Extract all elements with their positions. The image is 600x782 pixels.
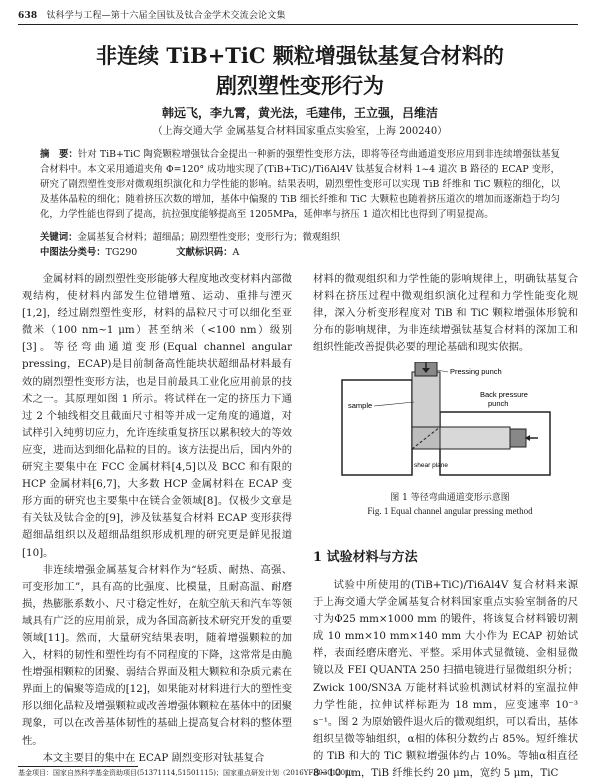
- running-header: [18, 8, 578, 21]
- page-number: 638: [18, 11, 38, 21]
- figure-caption-cn: 图 1 等径弯曲通道变形示意图: [390, 493, 510, 503]
- sample-horizontal: [440, 427, 510, 449]
- title-line-1: 非连续 TiB+TiC 颗粒增强钛基复合材料的: [96, 43, 504, 68]
- back-pressure-punch: [510, 429, 526, 447]
- label-back-pressure: Back pressure: [480, 390, 528, 399]
- authors: 韩远飞，李九霄，黄光法，毛建伟，王立强，吕维洁: [161, 106, 438, 120]
- paragraph: 试验中所使用的(TiB+TiC)/Ti6Al4V 复合材料来源于上海交通大学金属基复合材料国家重点实验室制备的尺寸为Φ25 mm×1000 mm 的锻件，将该复合材料锻切割成 10 mm×10 mm×140 mm 大小作为 ECAP 初始试样，表面经磨床磨光、平整。采用体式显微镜、金相显微镜以及 FEI QUANTA 250 扫描电镜进行显微组织分析；Zwick 100/SN3A 万能材料试验机测试材料的室温拉伸力学性能，拉伸试样标距为 18 mm，应变速率 10⁻³ s⁻¹。图 2 为原始锻件退火后的微观组织，可以看出，基体组织呈微等轴组织，α相的体积分数约占 85%。短纤维状的 TiB 和大的 TiC 颗粒增强体约占 10%。等轴α相直径 8~10 μm，TiB 纤维长约 20 μm，宽约 5 μm，TiC: [313, 579, 578, 780]
- footnote: 基金项目：国家自然科学基金资助项目(51371114,51501115)；国家重点研发计划（2016YFB0301201）: [18, 769, 357, 777]
- keywords-label: 关键词：: [40, 232, 78, 243]
- paragraph: 材料的微观组织和力学性能的影响规律上，明确钛基复合材料在挤压过程中微观组织演化过程和力学性能变化规律，深入分析变形程度对 TiB 和 TiC 颗粒增强体形貌和分布的影响规律，为非连续增强钛基复合材料的深加工和组织性能改善提供必要的理论基础和现实依据。: [313, 273, 578, 354]
- paragraph: 金属材料的剧烈塑性变形能够大程度地改变材料内部微观结构，使材料内部发生位错增殖、运动、重排与湮灭[1,2]，经过剧烈塑性变形，材料的晶粒尺寸可以细化至亚微米（100 nm~1 μm）甚至纳米（<100 nm）级别[3]。等径弯曲通道变形(Equal channel angular pressing，ECAP)是目前制备高性能块状超细晶材料最有效的剧烈塑性变形方法，也是目前最具工业化应用前景的技术之一。其原理如图 1 所示。将试样在一定的挤压力下通过 2 个轴线相交且截面尺寸相等并成一定角度的通道，对试样引入纯剪切应力，允许连续重复挤压以累积较大的等效应变，进而达到细化晶粒的目的。该方法提出后，国内外的研究主要集中在 FCC 金属材料[4,5]以及 BCC 和有限的 HCP 金属材料[6,7]，大多数 HCP 金属材料在 ECAP 变形方面的研究也主要集中在镁合金领域[8]。仅极少文章是有关钛及钛合金的[9]，涉及钛基复合材料 ECAP 变形获得超细晶组织以及超细晶组织形成机理的研究更是鲜见报道[10]。: [22, 273, 292, 559]
- footnote-rule: [18, 766, 138, 767]
- ecap-diagram: [340, 362, 555, 482]
- right-column-top: [313, 271, 578, 356]
- keywords-text: 金属基复合材料；超细晶；剧烈塑性变形；变形行为；微观组织: [77, 232, 341, 243]
- label-shear-plane: shear plane: [414, 462, 448, 469]
- paragraph: 非连续增强金属基复合材料作为“轻质、耐热、高强、可变形加工”，具有高的比强度、比模量，且耐高温、耐磨损，热膨胀系数小、尺寸稳定性好，在航空航天和汽车等领域具有广泛的应用前景，成为各国高新技术研究开发的重要领域[11]。然而，大量研究结果表明，随着增强颗粒的加入，材料的韧性和塑性均有不同程度的下降，这常常是由脆性增强相颗粒的团聚、弱结合界面及粗大颗粒和杂质元素在界面上的偏聚等造成的[12]，如果能对材料进行大的塑性变形以细化晶粒及增强颗粒或改善增强体颗粒在基体中的团聚现象，可以在改善基体韧性的基础上提高复合材料的整体塑性。: [22, 563, 292, 747]
- doc-code-value: A: [232, 247, 240, 258]
- doc-code-label: 文献标识码：: [176, 247, 233, 258]
- abstract-label: 摘 要：: [40, 149, 78, 160]
- clc-value: TG290: [105, 247, 138, 258]
- journal-name: 钛科学与工程—第十六届全国钛及钛合金学术交流会论文集: [46, 11, 286, 21]
- die-left-block: [342, 380, 412, 475]
- clc-label: 中图法分类号：: [40, 247, 106, 258]
- sample-vertical: [412, 372, 440, 427]
- abstract: [40, 147, 560, 222]
- figure-caption-en: Fig. 1 Equal channel angular pressing method: [367, 506, 533, 516]
- classification: [40, 246, 560, 260]
- label-back-pressure-punch: punch: [488, 399, 509, 408]
- label-sample: sample: [348, 401, 373, 410]
- title-line-2: 剧烈塑性变形行为: [216, 73, 384, 98]
- label-pressing-punch: Pressing punch: [450, 367, 502, 376]
- abstract-text: 针对 TiB+TiC 陶瓷颗粒增强钛合金提出一种新的强塑性变形方法，即将等径弯曲通道变形应用到非连续增强钛基复合材料中。本文采用通道夹角 Φ=120° 成功地实现了(TiB+TiC)/Ti6Al4V 钛基复合材料 1~4 道次 B 路径的 ECAP 变形，研究了剧烈塑性变形对微观组织演化和力学性能的影响。结果表明，剧烈塑性变形可以实现 TiB 纤维和 TiC 颗粒的细化，以及基体晶粒的细化；随着挤压次数的增加，基体中偏聚的 TiB 细长纤维和 TiC 大颗粒也随着挤压道次的增加而逐渐趋于均匀化，力学性能也得到了提高，抗拉强度能够提高至 1205MPa，延伸率与挤压 1 道次相比也得到了明显提高。: [40, 149, 560, 220]
- keywords: [40, 231, 560, 245]
- header-rule: [18, 24, 578, 25]
- left-column: [22, 271, 292, 767]
- affiliation: （上海交通大学 金属基复合材料国家重点实验室，上海 200240）: [152, 126, 448, 137]
- paragraph: 本文主要目的集中在 ECAP 剧烈变形对钛基复合: [42, 751, 265, 764]
- right-column-bottom: [313, 577, 578, 782]
- section-heading: 1 试验材料与方法: [313, 550, 418, 565]
